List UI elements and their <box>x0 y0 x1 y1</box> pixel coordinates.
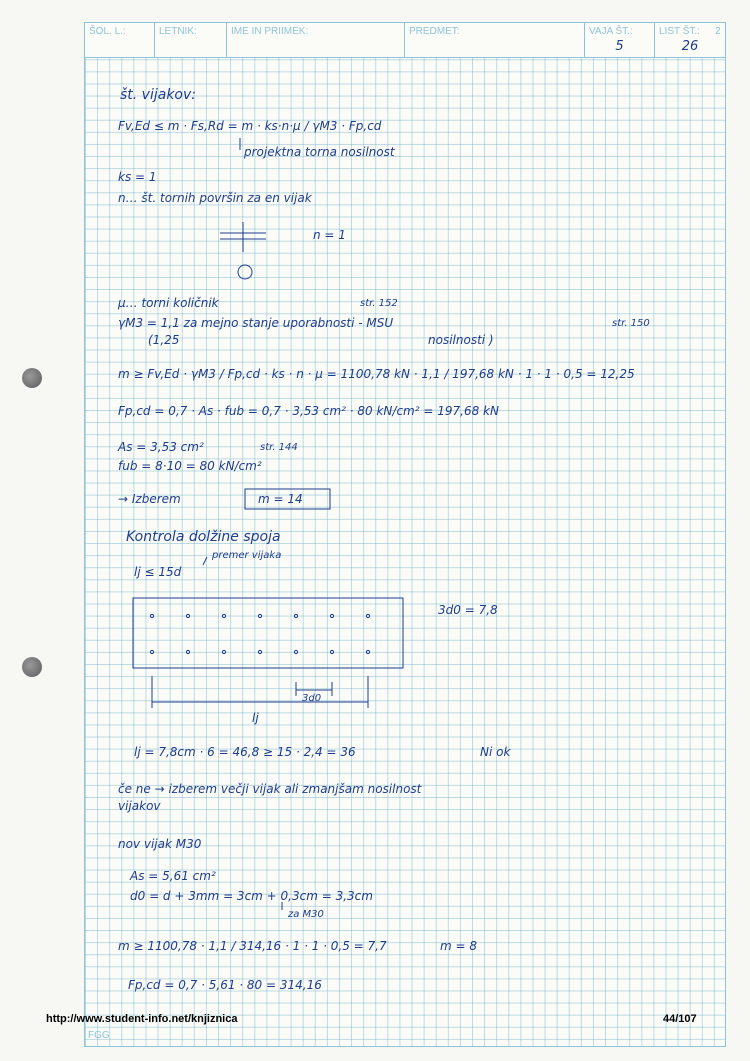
header-label: ŠOL. L.: <box>89 26 126 37</box>
bolt-hole-row <box>150 650 369 653</box>
header-label: LETNIK: <box>159 26 197 37</box>
page-reference: str. 144 <box>260 442 298 453</box>
bolt-hole <box>150 614 153 617</box>
as-value: As = 3,53 cm² <box>118 440 204 454</box>
annotation-bolt-diameter: premer vijaka <box>212 550 282 561</box>
page-counter: 44/107 <box>663 1013 697 1025</box>
bolt-hole <box>222 614 225 617</box>
bolt-hole <box>294 650 297 653</box>
choice-label: → Izberem <box>118 492 181 506</box>
page-reference: str. 152 <box>360 298 398 309</box>
bolt-head-symbol <box>238 265 252 279</box>
header-label: IME IN PRIIMEK: <box>231 26 309 37</box>
msu-note-continuation: nosilnosti ) <box>428 333 494 347</box>
chosen-bolt-count: m = 14 <box>258 492 303 506</box>
joint-plate <box>133 598 403 668</box>
exercise-number: 5 <box>615 39 624 54</box>
bolt-hole <box>150 650 153 653</box>
heading-bolt-count: št. vijakov: <box>120 87 197 103</box>
sheet-number: 26 <box>681 39 699 54</box>
bolt-hole <box>330 650 333 653</box>
bolt-hole <box>258 650 261 653</box>
dimension-label-lj: lj <box>252 711 259 725</box>
annotation-friction-resistance: projektna torna nosilnost <box>244 145 395 159</box>
bolt-hole <box>258 614 261 617</box>
bolt-hole <box>186 650 189 653</box>
gamma-alt-value: (1,25 <box>148 333 180 347</box>
page-reference: str. 150 <box>612 318 650 329</box>
bolt-hole <box>330 614 333 617</box>
header-label: PREDMET: <box>409 26 460 37</box>
formula-preload-force: Fp,cd = 0,7 · As · fub = 0,7 · 3,53 cm² · 80 kN/cm² = 197,68 kN <box>118 404 499 418</box>
hole-diameter-formula: d0 = d + 3mm = 3cm + 0,3cm = 3,3cm <box>130 889 373 903</box>
gamma-m3-line: γM3 = 1,1 za mejno stanje uporabnosti - MSU <box>118 316 394 330</box>
fub-value: fub = 8·10 = 80 kN/cm² <box>118 459 262 473</box>
formula-m-required: m ≥ Fv,Ed · γM3 / Fp,cd · ks · n · μ = 1100,78 kN · 1,1 / 197,68 kN · 1 · 1 · 0,5 = 12,25 <box>118 367 635 381</box>
lj-check-result: lj = 7,8cm · 6 = 46,8 ≥ 15 · 2,4 = 36 <box>134 745 356 759</box>
header-label: LIST ŠT.: <box>659 26 700 37</box>
bolt-hole-row <box>150 614 369 617</box>
dimension-label-3d0: 3d0 <box>302 693 322 704</box>
definition-mu: μ… torni količnik <box>118 296 219 310</box>
ks-value: ks = 1 <box>118 170 157 184</box>
new-m-chosen: m = 8 <box>440 939 478 953</box>
heading-joint-length-check: Kontrola dolžine spoja <box>126 529 281 545</box>
bolt-hole <box>366 650 369 653</box>
remedy-note-continuation: vijakov <box>118 799 161 813</box>
lj-condition: lj ≤ 15d <box>134 565 182 579</box>
new-as-value: As = 5,61 cm² <box>130 869 216 883</box>
formula-shear-resistance: Fv,Ed ≤ m · Fs,Rd = m · ks·n·μ / γM3 · Fp,cd <box>118 119 382 133</box>
bolt-hole <box>366 614 369 617</box>
pointer-arrow <box>203 557 207 565</box>
header-label: VAJA ŠT.: <box>589 26 633 37</box>
source-url: http://www.student-info.net/knjiznica <box>46 1013 238 1025</box>
check-verdict: Ni ok <box>480 745 511 759</box>
header-corner-mark: 2 <box>715 26 721 37</box>
new-m-required: m ≥ 1100,78 · 1,1 / 314,16 · 1 · 1 · 0,5 = 7,7 <box>118 939 387 953</box>
annotation-m30: za M30 <box>288 909 324 920</box>
bolt-hole <box>186 614 189 617</box>
bolt-hole <box>294 614 297 617</box>
new-preload-force: Fp,cd = 0,7 · 5,61 · 80 = 314,16 <box>128 978 322 992</box>
faculty-mark: FGG <box>88 1030 110 1041</box>
n-value: n = 1 <box>313 228 346 242</box>
new-bolt-heading: nov vijak M30 <box>118 837 202 851</box>
definition-n: n… št. tornih površin za en vijak <box>118 191 312 205</box>
remedy-note: če ne → izberem večji vijak ali zmanjšam nosilnost <box>118 782 422 796</box>
bolt-hole <box>222 650 225 653</box>
spacing-value: 3d0 = 7,8 <box>438 603 498 617</box>
